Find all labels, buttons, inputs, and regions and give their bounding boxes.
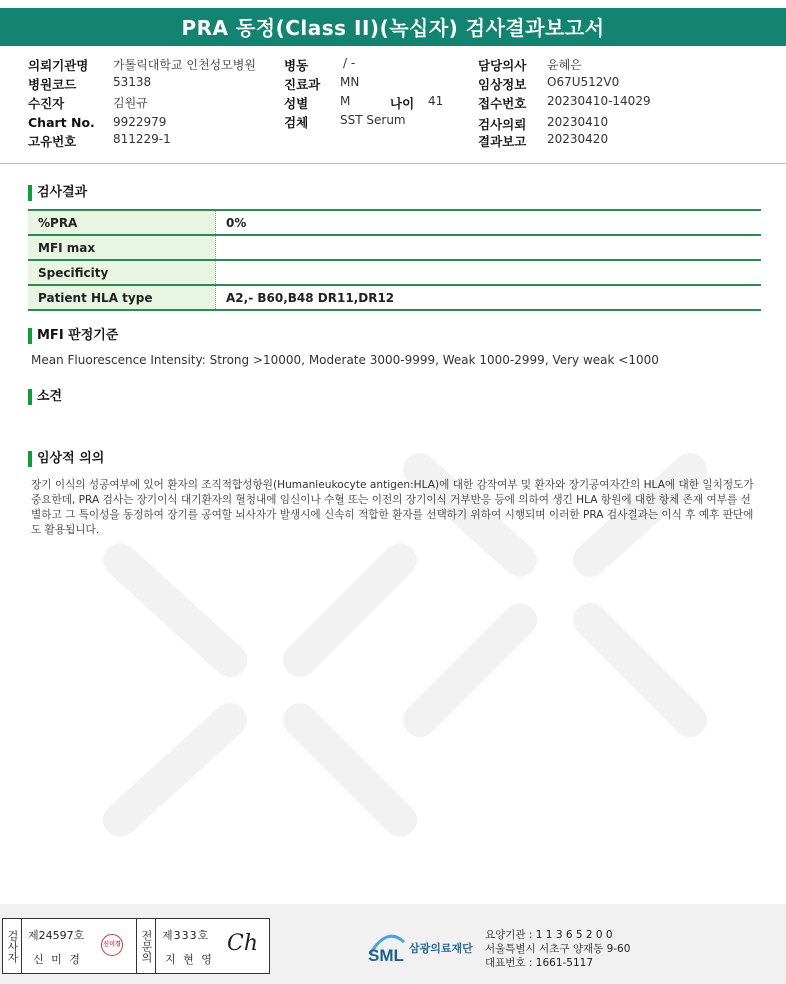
receipt-label: 접수번호 [478, 96, 527, 111]
clinical-label: 임상정보 [478, 77, 527, 92]
results-table [28, 209, 761, 311]
mfi-section-title: MFI 판정기준 [28, 328, 118, 344]
patient-label: 수진자 [28, 96, 65, 111]
org-code: 요양기관 : 1 1 3 6 5 2 0 0 [485, 929, 613, 941]
divider [0, 163, 786, 164]
dept-label: 진료과 [284, 77, 321, 92]
result-key: Specificity [28, 260, 216, 285]
result-key: Patient HLA type [28, 285, 216, 310]
signature-box [2, 918, 270, 974]
clinical-value: O67U512V0 [547, 75, 620, 89]
specialist-number: 제333호 [162, 929, 210, 942]
org-name: 삼광의료재단 [409, 942, 473, 955]
result-key: %PRA [28, 210, 216, 235]
patient-value: 김원규 [113, 96, 148, 110]
opinion-section-title: 소견 [28, 389, 62, 405]
table-row [28, 210, 761, 235]
sex-value: M [340, 94, 351, 108]
uid-value: 811229-1 [113, 132, 171, 146]
clinical-section-title: 임상적 의의 [28, 451, 104, 467]
specimen-value: SST Serum [340, 113, 406, 127]
org-phone: 대표번호 : 1661-5117 [485, 957, 594, 969]
sex-label: 성별 [284, 96, 309, 111]
hospital-label: 의뢰기관명 [28, 58, 89, 73]
result-value [216, 235, 762, 260]
table-row [28, 235, 761, 260]
result-value: 0% [216, 210, 762, 235]
code-label: 병원코드 [28, 77, 77, 92]
org-street: 서울특별시 서초구 양재동 9-60 [485, 943, 631, 955]
doctor-value: 윤혜은 [547, 58, 582, 72]
result-value [216, 260, 762, 285]
chart-value: 9922979 [113, 115, 167, 129]
specialist-name: 지 현 영 [165, 953, 214, 966]
specimen-label: 검체 [284, 115, 309, 130]
examiner-label: 검사자 [3, 919, 22, 973]
results-section-title: 검사결과 [28, 185, 87, 201]
report-value: 20230420 [547, 132, 609, 146]
chart-label: Chart No. [28, 115, 95, 130]
ward-label: 병동 [284, 58, 309, 73]
examiner-seal: 신미경 [101, 934, 123, 956]
org-address [485, 928, 630, 970]
patient-info [0, 0, 786, 160]
request-value: 20230410 [547, 115, 609, 129]
sml-logo-icon [366, 928, 408, 968]
examiner-name: 신 미 경 [33, 953, 82, 966]
result-value: A2,- B60,B48 DR11,DR12 [216, 285, 762, 310]
clinical-meaning-text: 장기 이식의 성공여부에 있어 환자의 조직적합성항원(Humanleukocyte antigen:HLA)에 대한 감작여부 및 환자와 장기공여자간의 HLA에 대한 일치정도가 중요한데, PRA 검사는 장기이식 대기환자의 혈청내에 임신이나 수혈 또는 이전의 장기이식 거부반응 등에 의하여 생긴 HLA 항원에 대한 항체 존재 여부를 선별하고 그 특이성을 동정하여 장기를 공여할 뇌사자가 발생시에 신속히 적합한 환자를 선택하기 위하여 시행되며 이러한 PRA 검사결과는 이식 후 예후 판단에도 활용됩니다. [31, 479, 754, 536]
age-label: 나이 [390, 96, 415, 111]
mfi-criteria: Mean Fluorescence Intensity: Strong >10000, Moderate 3000-9999, Weak 1000-2999, Very weak <1000 [31, 353, 659, 367]
ward-value: / - [343, 56, 356, 70]
receipt-value: 20230410-14029 [547, 94, 651, 108]
table-row [28, 260, 761, 285]
signature: Ch [227, 931, 259, 956]
table-row [28, 285, 761, 310]
result-key: MFI max [28, 235, 216, 260]
doctor-label: 담당의사 [478, 58, 527, 73]
report-title: PRA 동정(Class II)(녹십자) 검사결과보고서 [0, 8, 786, 46]
logo-text: SML [368, 946, 404, 965]
dept-value: MN [340, 75, 360, 89]
examiner-number: 제24597호 [28, 929, 85, 942]
uid-label: 고유번호 [28, 134, 77, 149]
report-label: 결과보고 [478, 134, 527, 149]
hospital-value: 가톨릭대학교 인천성모병원 [113, 58, 256, 72]
specialist-label: 전문의 [136, 919, 156, 973]
age-value: 41 [428, 94, 444, 108]
code-value: 53138 [113, 75, 152, 89]
request-label: 검사의뢰 [478, 117, 527, 132]
